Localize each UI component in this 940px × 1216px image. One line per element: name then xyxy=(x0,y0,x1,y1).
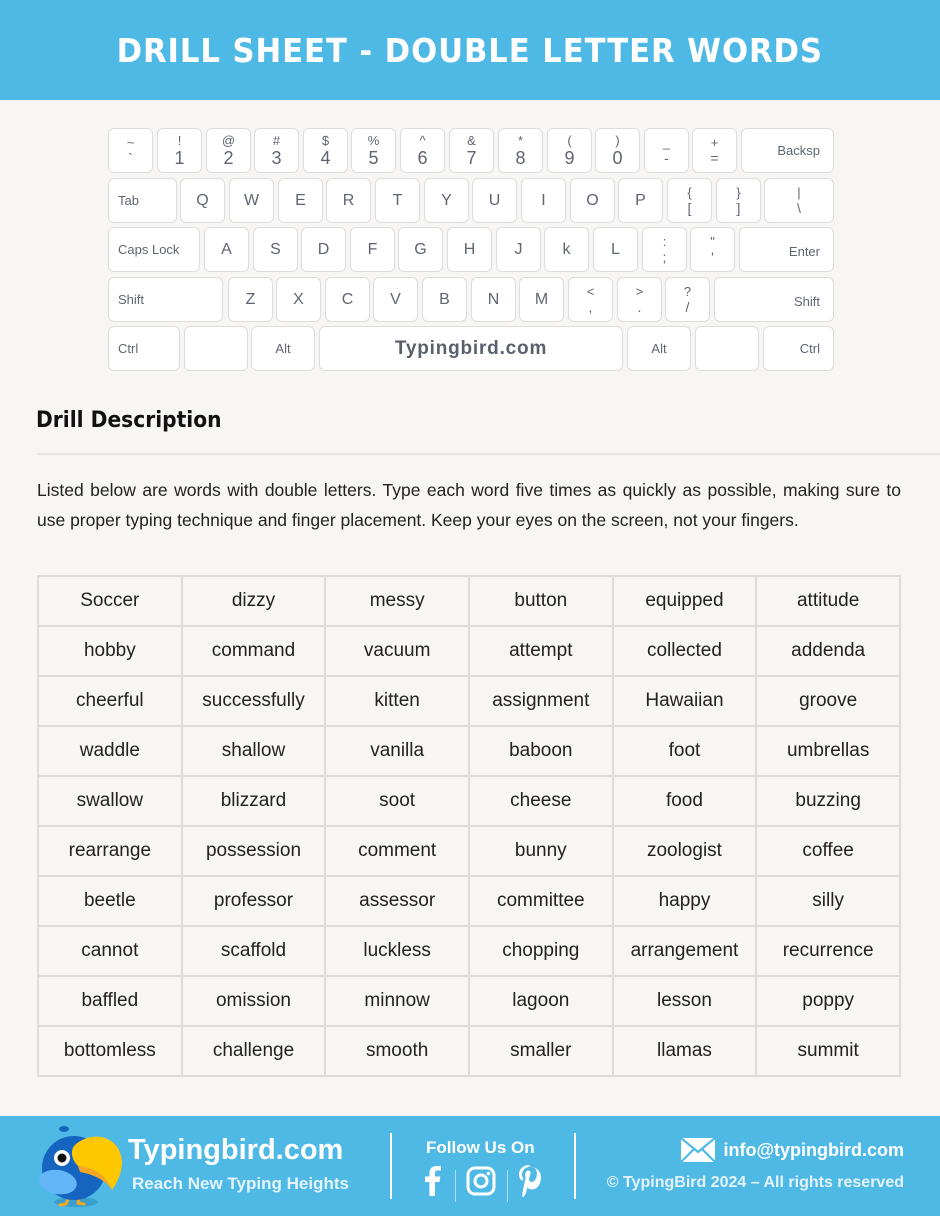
key-r: R xyxy=(326,178,371,223)
key-s: S xyxy=(253,227,298,272)
key-semicolon: : ; xyxy=(642,227,687,272)
word-cell: scaffold xyxy=(182,926,326,976)
word-cell: happy xyxy=(613,876,757,926)
key-right-shift: Shift xyxy=(714,277,834,322)
word-cell: llamas xyxy=(613,1026,757,1076)
word-table xyxy=(37,575,901,1077)
word-cell: comment xyxy=(325,826,469,876)
word-cell: silly xyxy=(756,876,900,926)
key-f: F xyxy=(350,227,395,272)
social-divider xyxy=(507,1170,508,1202)
key-quote: " ' xyxy=(690,227,735,272)
word-cell: baffled xyxy=(38,976,182,1026)
email-address[interactable]: info@typingbird.com xyxy=(723,1139,904,1160)
key-p: P xyxy=(618,178,663,223)
key-u: U xyxy=(472,178,517,223)
key-o: O xyxy=(570,178,615,223)
word-cell: smooth xyxy=(325,1026,469,1076)
word-cell: lagoon xyxy=(469,976,613,1026)
key-period: > . xyxy=(617,277,662,322)
key-x: X xyxy=(276,277,321,322)
key-right-bracket: } ] xyxy=(716,178,761,223)
word-cell: blizzard xyxy=(182,776,326,826)
word-cell: cheese xyxy=(469,776,613,826)
key-right-blank xyxy=(695,326,759,371)
key-4: $ 4 xyxy=(303,128,348,173)
key-0: ) 0 xyxy=(595,128,640,173)
footer-tagline: Reach New Typing Heights xyxy=(132,1174,349,1193)
word-cell: chopping xyxy=(469,926,613,976)
word-cell: assignment xyxy=(469,676,613,726)
word-cell: vanilla xyxy=(325,726,469,776)
word-cell: successfully xyxy=(182,676,326,726)
word-cell: waddle xyxy=(38,726,182,776)
key-m: M xyxy=(519,277,564,322)
key-c: C xyxy=(325,277,370,322)
table-row xyxy=(38,976,900,1026)
word-cell: buzzing xyxy=(756,776,900,826)
key-right-alt: Alt xyxy=(627,326,691,371)
key-left-alt: Alt xyxy=(251,326,315,371)
word-cell: coffee xyxy=(756,826,900,876)
word-cell: cheerful xyxy=(38,676,182,726)
table-row xyxy=(38,676,900,726)
word-cell: poppy xyxy=(756,976,900,1026)
key-minus: _ - xyxy=(644,128,689,173)
key-comma: < , xyxy=(568,277,613,322)
key-caps-lock: Caps Lock xyxy=(108,227,200,272)
key-y: Y xyxy=(424,178,469,223)
key-8: * 8 xyxy=(498,128,543,173)
pinterest-icon[interactable] xyxy=(514,1164,544,1198)
key-6: ^ 6 xyxy=(400,128,445,173)
word-cell: attempt xyxy=(469,626,613,676)
drill-description-text: Listed below are words with double letters. Type each word five times as quickly as possible, making sure to use proper typing technique and finger placement. Keep your eyes on the screen, not your fingers. xyxy=(37,480,901,530)
word-cell: cannot xyxy=(38,926,182,976)
key-l: L xyxy=(593,227,638,272)
key-i: I xyxy=(521,178,566,223)
table-row xyxy=(38,576,900,626)
copyright-text: © TypingBird 2024 – All rights reserved xyxy=(606,1174,904,1191)
key-spacebar: Typingbird.com xyxy=(319,326,623,371)
word-cell: vacuum xyxy=(325,626,469,676)
word-cell: addenda xyxy=(756,626,900,676)
table-row xyxy=(38,1026,900,1076)
key-tilde: ~ ` xyxy=(108,128,153,173)
table-row xyxy=(38,926,900,976)
word-cell: summit xyxy=(756,1026,900,1076)
key-left-blank xyxy=(184,326,248,371)
word-cell: bunny xyxy=(469,826,613,876)
word-cell: button xyxy=(469,576,613,626)
key-k: k xyxy=(544,227,589,272)
word-cell: arrangement xyxy=(613,926,757,976)
word-cell: luckless xyxy=(325,926,469,976)
key-w: W xyxy=(229,178,274,223)
key-v: V xyxy=(373,277,418,322)
table-row xyxy=(38,726,900,776)
social-divider xyxy=(455,1170,456,1202)
word-cell: recurrence xyxy=(756,926,900,976)
word-cell: Hawaiian xyxy=(613,676,757,726)
key-left-bracket: { [ xyxy=(667,178,712,223)
key-slash: ? / xyxy=(665,277,710,322)
key-b: B xyxy=(422,277,467,322)
key-3: # 3 xyxy=(254,128,299,173)
drill-description-heading: Drill Description xyxy=(36,408,222,433)
key-5: % 5 xyxy=(351,128,396,173)
word-cell: professor xyxy=(182,876,326,926)
word-cell: omission xyxy=(182,976,326,1026)
word-cell: Soccer xyxy=(38,576,182,626)
word-cell: messy xyxy=(325,576,469,626)
key-t: T xyxy=(375,178,420,223)
page-title: DRILL SHEET - DOUBLE LETTER WORDS xyxy=(116,30,824,70)
table-row xyxy=(38,826,900,876)
table-row xyxy=(38,626,900,676)
key-1: ! 1 xyxy=(157,128,202,173)
key-left-ctrl: Ctrl xyxy=(108,326,180,371)
page-footer xyxy=(0,1116,940,1216)
key-e: E xyxy=(278,178,323,223)
key-7: & 7 xyxy=(449,128,494,173)
word-cell: assessor xyxy=(325,876,469,926)
key-g: G xyxy=(398,227,443,272)
word-cell: command xyxy=(182,626,326,676)
key-q: Q xyxy=(180,178,225,223)
key-backspace: Backsp xyxy=(741,128,834,173)
envelope-icon xyxy=(681,1138,715,1162)
word-cell: baboon xyxy=(469,726,613,776)
typingbird-logo-icon xyxy=(36,1124,124,1210)
key-equals: + = xyxy=(692,128,737,173)
footer-divider xyxy=(390,1133,392,1199)
word-cell: challenge xyxy=(182,1026,326,1076)
word-cell: foot xyxy=(613,726,757,776)
section-divider xyxy=(37,453,940,455)
key-n: N xyxy=(471,277,516,322)
word-cell: smaller xyxy=(469,1026,613,1076)
key-enter: Enter xyxy=(739,227,834,272)
word-cell: possession xyxy=(182,826,326,876)
facebook-icon[interactable] xyxy=(420,1164,446,1198)
key-d: D xyxy=(301,227,346,272)
footer-brand-name: Typingbird.com xyxy=(128,1134,344,1166)
word-cell: soot xyxy=(325,776,469,826)
word-cell: swallow xyxy=(38,776,182,826)
key-j: J xyxy=(496,227,541,272)
word-cell: hobby xyxy=(38,626,182,676)
follow-us-label: Follow Us On xyxy=(426,1138,535,1157)
instagram-icon[interactable] xyxy=(464,1164,498,1198)
footer-divider xyxy=(574,1133,576,1199)
word-cell: committee xyxy=(469,876,613,926)
word-cell: bottomless xyxy=(38,1026,182,1076)
key-left-shift: Shift xyxy=(108,277,223,322)
key-z: Z xyxy=(228,277,273,322)
word-cell: minnow xyxy=(325,976,469,1026)
key-2: @ 2 xyxy=(206,128,251,173)
word-cell: collected xyxy=(613,626,757,676)
footer-email[interactable] xyxy=(681,1138,904,1162)
table-row xyxy=(38,876,900,926)
word-cell: rearrange xyxy=(38,826,182,876)
key-tab: Tab xyxy=(108,178,177,223)
word-cell: equipped xyxy=(613,576,757,626)
page-header xyxy=(0,0,940,100)
key-right-ctrl: Ctrl xyxy=(763,326,834,371)
word-cell: attitude xyxy=(756,576,900,626)
word-cell: dizzy xyxy=(182,576,326,626)
word-cell: lesson xyxy=(613,976,757,1026)
word-cell: kitten xyxy=(325,676,469,726)
table-row xyxy=(38,776,900,826)
key-a: A xyxy=(204,227,249,272)
key-9: ( 9 xyxy=(547,128,592,173)
word-cell: food xyxy=(613,776,757,826)
word-cell: beetle xyxy=(38,876,182,926)
word-cell: umbrellas xyxy=(756,726,900,776)
key-backslash: | \ xyxy=(764,178,834,223)
word-cell: zoologist xyxy=(613,826,757,876)
word-cell: groove xyxy=(756,676,900,726)
word-cell: shallow xyxy=(182,726,326,776)
key-h: H xyxy=(447,227,492,272)
